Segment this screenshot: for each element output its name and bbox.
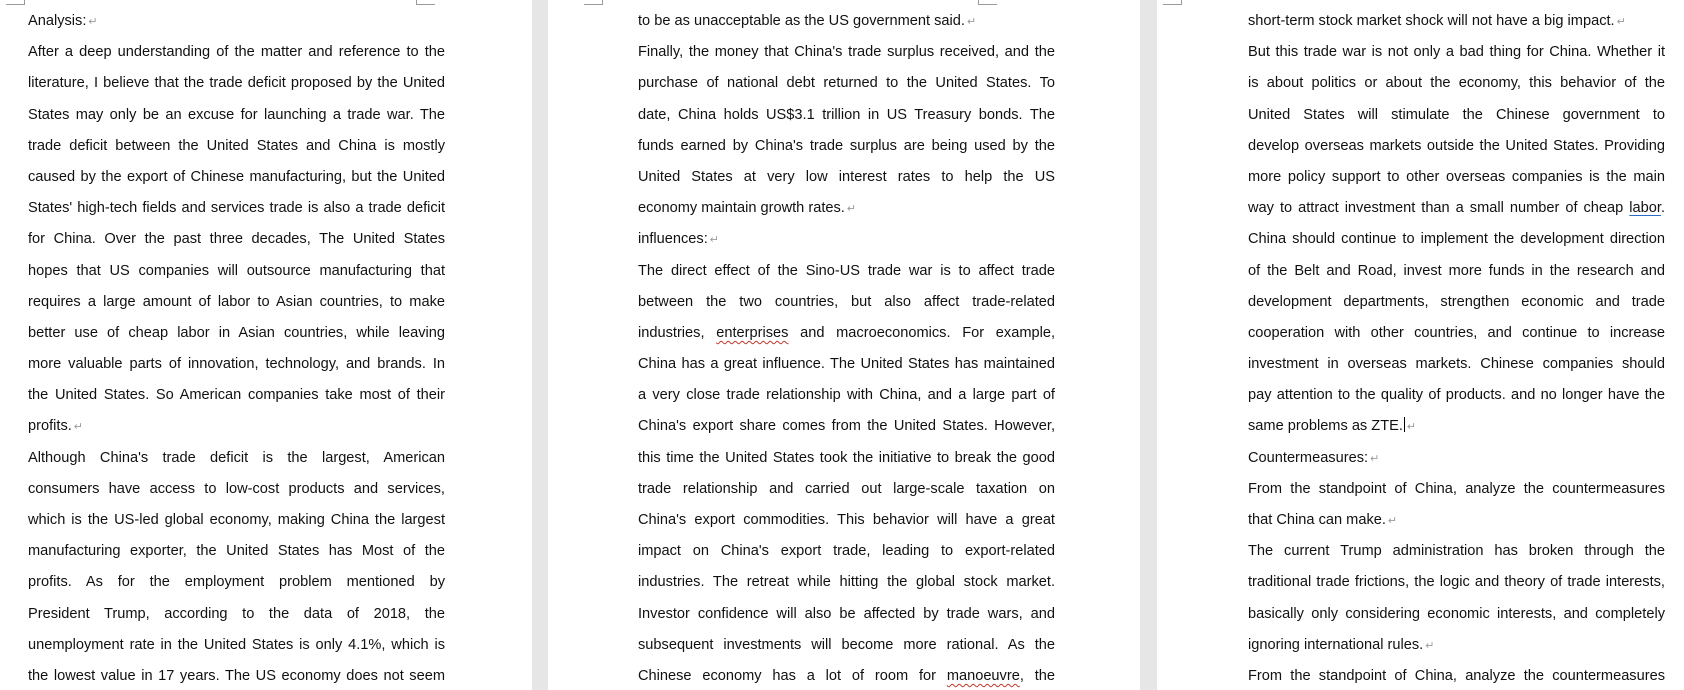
paragraph-mark-icon: ↵ <box>73 421 84 434</box>
paragraph-mark-icon: ↵ <box>709 234 719 247</box>
text-line <box>1248 630 1665 661</box>
text-line <box>28 68 445 99</box>
text-line <box>638 443 1055 474</box>
text-line <box>638 131 1055 162</box>
text-line <box>1248 131 1665 162</box>
text-line <box>1248 411 1665 442</box>
text-line <box>1248 380 1665 411</box>
line-text: date, China holds US$3.1 trillion in US Treasury bonds. The <box>638 106 1055 123</box>
text-line <box>28 318 445 349</box>
line-text: is about politics or about the economy, this behavior of the <box>1248 75 1665 92</box>
document-page-2[interactable] <box>548 0 1140 690</box>
crop-mark-top-left <box>584 0 603 5</box>
line-text: funds earned by China's trade surplus are being used by the <box>638 137 1055 154</box>
line-text: From the standpoint of China, analyze the countermeasures <box>1248 667 1665 684</box>
text-line <box>28 193 445 224</box>
line-text: caused by the export of Chinese manufacturing, but the United <box>28 168 445 185</box>
text-line <box>1248 162 1665 193</box>
line-text: . <box>1660 200 1665 217</box>
line-text: of the Belt and Road, invest more funds in the research and <box>1248 262 1665 279</box>
document-page-3[interactable] <box>1157 0 1684 690</box>
paragraph-mark-icon: ↵ <box>1425 639 1435 652</box>
page-text-column[interactable] <box>638 6 1055 690</box>
paragraph-mark-icon: ↵ <box>1387 515 1398 527</box>
line-text: impact on China's export trade, leading to export-related <box>638 543 1055 560</box>
crop-mark-top-left <box>1163 0 1182 5</box>
text-line <box>1248 661 1665 690</box>
line-text: States may only be an excuse for launching a trade war. The <box>28 106 445 123</box>
line-text: The current Trump administration has broken through the <box>1248 543 1665 560</box>
text-line <box>638 68 1055 99</box>
line-text: influences: <box>638 231 708 248</box>
line-text: development departments, strengthen economic and trade <box>1248 293 1665 310</box>
line-text: United States at very low interest rates to help the US <box>638 168 1055 185</box>
text-line <box>638 599 1055 630</box>
line-text: short-term stock market shock will not have a big impact. <box>1248 13 1615 29</box>
paragraph-mark-icon: ↵ <box>1616 16 1626 28</box>
text-line <box>1248 536 1665 567</box>
line-text: ignoring international rules. <box>1248 636 1424 653</box>
line-text: investment in overseas markets. Chinese companies should <box>1248 356 1665 373</box>
text-line <box>28 474 445 505</box>
text-line <box>1248 193 1665 224</box>
line-text: purchase of national debt returned to the United States. To <box>638 75 1055 92</box>
line-text: develop overseas markets outside the United States. Providing <box>1248 137 1665 154</box>
line-text: traditional trade frictions, the logic and theory of trade interests, <box>1248 574 1665 591</box>
line-text: for China. Over the past three decades, The United States <box>28 231 445 248</box>
line-text: same problems as ZTE. <box>1248 418 1403 435</box>
line-text: profits. As for the employment problem mentioned by <box>28 574 445 591</box>
line-text: Finally, the money that China's trade surplus received, and the <box>638 44 1055 61</box>
line-text: China's export commodities. This behavior will have a great <box>638 512 1055 528</box>
line-text: that China can make. <box>1248 512 1386 528</box>
page-text-column[interactable] <box>1248 6 1665 690</box>
text-line <box>28 505 445 536</box>
text-line <box>638 536 1055 567</box>
line-text: economy maintain growth rates. <box>638 200 845 217</box>
text-line <box>638 474 1055 505</box>
text-line <box>638 287 1055 318</box>
text-line <box>1248 256 1665 287</box>
text-line <box>28 100 445 131</box>
crop-mark-top-left <box>6 0 25 5</box>
line-text: a very close trade relationship with China, and a large part of <box>638 387 1055 404</box>
line-text: better use of cheap labor in Asian countries, while leaving <box>28 324 445 341</box>
line-text: Analysis: <box>28 13 87 29</box>
paragraph-mark-icon: ↵ <box>1370 452 1380 465</box>
text-line <box>28 599 445 630</box>
text-line <box>638 256 1055 287</box>
line-text: which is the US-led global economy, making China the largest <box>28 512 445 528</box>
text-line <box>28 536 445 567</box>
text-line <box>1248 68 1665 99</box>
line-text: subsequent investments will become more rational. As the <box>638 636 1055 653</box>
text-line <box>1248 349 1665 380</box>
crop-mark-top-right <box>416 0 435 5</box>
text-line <box>1248 599 1665 630</box>
text-line <box>28 443 445 474</box>
line-text: Countermeasures: <box>1248 449 1369 466</box>
line-text: China's export share comes from the United States. However, <box>638 418 1055 435</box>
text-line <box>28 6 445 37</box>
text-line <box>638 505 1055 536</box>
text-line <box>28 256 445 287</box>
text-line <box>638 661 1055 690</box>
line-text: unemployment rate in the United States is only 4.1%, which is <box>28 636 445 653</box>
text-line <box>1248 37 1665 68</box>
line-text: industries, <box>638 324 717 341</box>
text-line <box>28 131 445 162</box>
text-line <box>638 162 1055 193</box>
text-line <box>1248 287 1665 318</box>
line-text: trade deficit between the United States and China is mostly <box>28 137 445 154</box>
line-text: the United States. So American companies take most of their <box>28 387 445 404</box>
text-line <box>28 162 445 193</box>
line-text: profits. <box>28 418 72 435</box>
text-line <box>638 100 1055 131</box>
text-line <box>28 380 445 411</box>
text-line <box>28 567 445 598</box>
line-text: , the <box>1019 667 1055 684</box>
text-line <box>1248 224 1665 255</box>
text-cursor <box>1404 417 1405 432</box>
line-text: hopes that US companies will outsource manufacturing that <box>28 262 445 279</box>
line-text: Chinese economy has a lot of room for <box>638 667 947 684</box>
text-line <box>28 37 445 68</box>
paragraph-mark-icon: ↵ <box>1406 421 1417 434</box>
line-text: basically only considering economic interests, and completely <box>1248 605 1665 622</box>
text-line <box>638 37 1055 68</box>
line-text: China has a great influence. The United States has maintained <box>638 356 1055 373</box>
document-page-1[interactable] <box>0 0 532 690</box>
grammar-flagged-word[interactable]: labor <box>1629 200 1661 217</box>
line-text: From the standpoint of China, analyze the countermeasures <box>1248 480 1665 497</box>
line-text: industries. The retreat while hitting the global stock market. <box>638 574 1055 591</box>
line-text: manufacturing exporter, the United States has Most of the <box>28 543 445 560</box>
line-text: After a deep understanding of the matter and reference to the <box>28 44 445 61</box>
line-text: China should continue to implement the development direction <box>1248 231 1665 248</box>
line-text: the lowest value in 17 years. The US economy does not seem <box>28 667 445 684</box>
text-line <box>638 567 1055 598</box>
line-text: and macroeconomics. For example, <box>788 324 1056 341</box>
text-line <box>28 224 445 255</box>
text-line <box>638 380 1055 411</box>
text-line <box>638 630 1055 661</box>
line-text: President Trump, according to the data of 2018, the <box>28 605 445 622</box>
page-text-column[interactable] <box>28 6 445 690</box>
text-line <box>638 6 1055 37</box>
line-text: Although China's trade deficit is the largest, American <box>28 449 445 466</box>
text-line <box>1248 443 1665 474</box>
text-line <box>638 193 1055 224</box>
line-text: this time the United States took the initiative to break the good <box>638 449 1055 466</box>
text-line <box>28 630 445 661</box>
text-line <box>1248 100 1665 131</box>
line-text: States' high-tech fields and services trade is also a trade deficit <box>28 200 445 217</box>
text-line <box>1248 567 1665 598</box>
text-line <box>1248 318 1665 349</box>
line-text: more policy support to other overseas companies is the main <box>1248 168 1665 185</box>
text-line <box>638 349 1055 380</box>
line-text: United States will stimulate the Chinese government to <box>1248 106 1665 123</box>
paragraph-mark-icon: ↵ <box>966 16 977 28</box>
line-text: But this trade war is not only a bad thing for China. Whether it <box>1248 44 1665 61</box>
text-line <box>1248 474 1665 505</box>
text-line <box>28 349 445 380</box>
text-line <box>1248 505 1665 536</box>
text-line <box>1248 6 1665 37</box>
text-line <box>28 661 445 690</box>
line-text: to be as unacceptable as the US government said. <box>638 13 965 29</box>
line-text: literature, I believe that the trade deficit proposed by the United <box>28 75 445 92</box>
text-line <box>28 287 445 318</box>
line-text: more valuable parts of innovation, technology, and brands. In <box>28 356 445 373</box>
line-text: requires a large amount of labor to Asian countries, to make <box>28 293 445 310</box>
text-line <box>638 224 1055 255</box>
text-line <box>638 411 1055 442</box>
spellcheck-flagged-word[interactable]: enterprises <box>716 324 789 341</box>
line-text: between the two countries, but also affect trade-related <box>638 293 1055 310</box>
paragraph-mark-icon: ↵ <box>846 203 857 216</box>
line-text: consumers have access to low-cost products and services, <box>28 480 445 497</box>
spellcheck-flagged-word[interactable]: manoeuvre <box>946 667 1020 684</box>
paragraph-mark-icon: ↵ <box>88 16 98 28</box>
line-text: Investor confidence will also be affected by trade wars, and <box>638 605 1055 622</box>
line-text: way to attract investment than a small number of cheap <box>1248 200 1630 217</box>
crop-mark-top-right <box>978 0 997 5</box>
line-text: The direct effect of the Sino-US trade war is to affect trade <box>638 262 1055 279</box>
line-text: trade relationship and carried out large-scale taxation on <box>638 480 1055 497</box>
text-line <box>28 411 445 442</box>
line-text: pay attention to the quality of products. and no longer have the <box>1248 387 1665 404</box>
line-text: cooperation with other countries, and continue to increase <box>1248 324 1665 341</box>
text-line <box>638 318 1055 349</box>
